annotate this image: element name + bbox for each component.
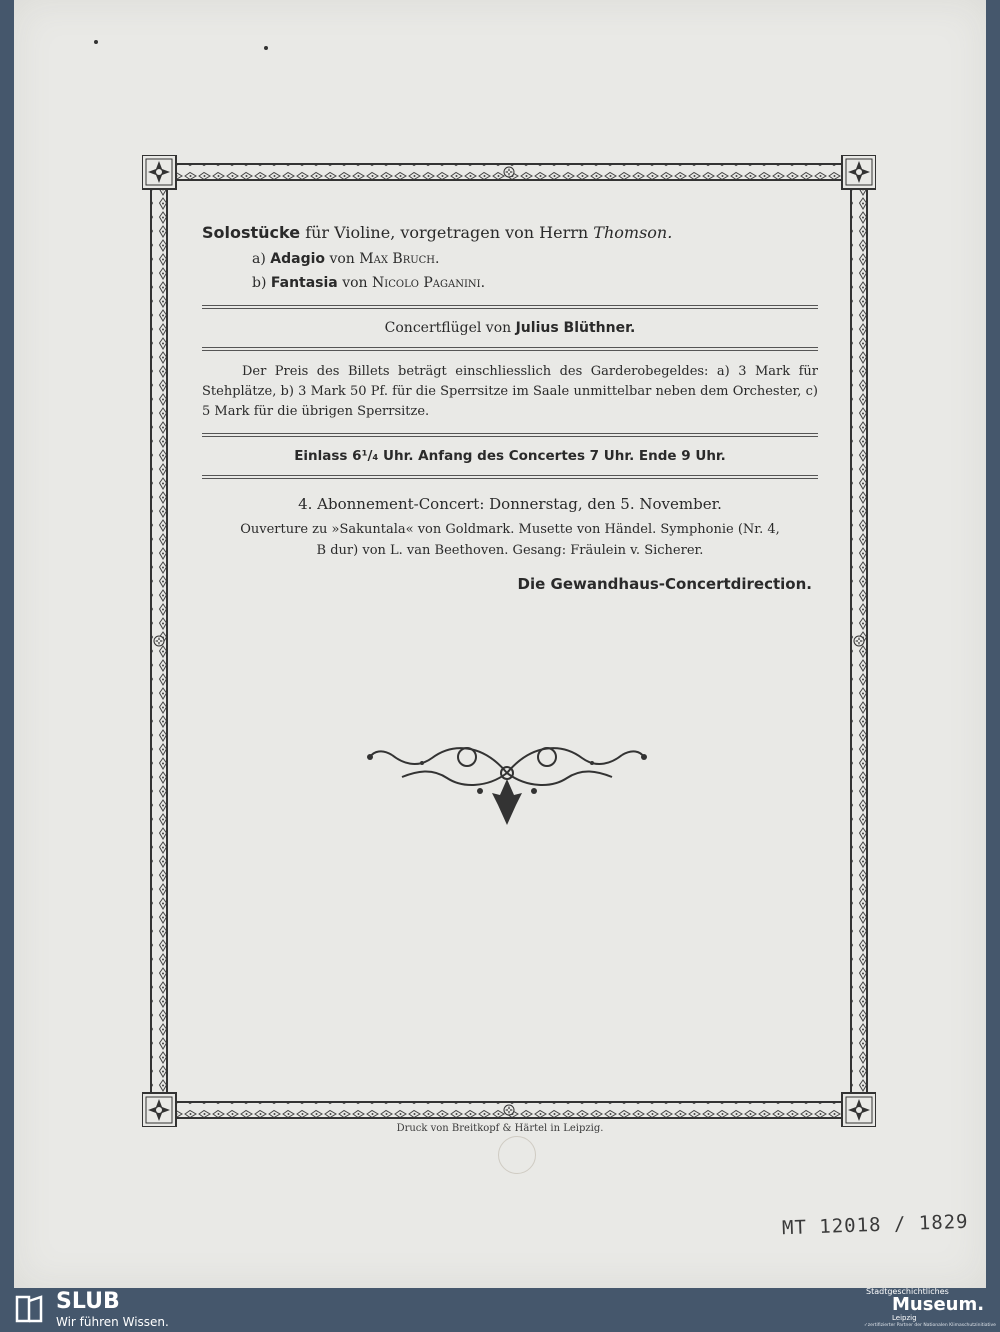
item-a-prefix: a) (252, 251, 271, 267)
item-b-prefix: b) (252, 275, 271, 291)
item-a-by: von (325, 251, 360, 267)
fluegel-maker: Julius Blüthner. (515, 320, 636, 336)
ticket-price-text: Der Preis des Billets beträgt einschliesslich des Garderobegeldes: a) 3 Mark für Stehplätze, b) 3 Mark 50 Pf. für die Sperrsitze im Saale unmittelbar neben dem Orchester, c) 5 Mark für die übrigen Sperrsitze. (202, 364, 818, 419)
ornament-icon (362, 733, 652, 833)
item-b-composer: Nicolo Paganini. (372, 275, 486, 291)
next-concert: 4. Abonnement-Concert: Donnerstag, den 5. November. (298, 495, 722, 513)
item-b-title: Fantasia (270, 275, 338, 291)
item-a-composer: Max Bruch. (359, 251, 440, 267)
fluegel-text: Concertflügel von (384, 320, 516, 336)
museum-label-small: Stadtgeschichtliches (866, 1287, 949, 1296)
solo-title: Solostücke (202, 223, 301, 242)
next-program-line2: B dur) von L. van Beethoven. Gesang: Fräulein v. Sicherer. (316, 543, 704, 558)
solo-text: für Violine, vorgetragen von Herrn (300, 223, 594, 242)
item-b-by: von (337, 275, 373, 291)
solo-heading (202, 223, 818, 242)
slub-name[interactable]: SLUB (56, 1289, 120, 1314)
ink-spot (94, 40, 98, 44)
ink-spot (264, 46, 268, 50)
museum-city: Leipzig (892, 1314, 917, 1322)
shelfmark: MT 12018 / 1829 (781, 1210, 969, 1240)
divider (202, 347, 818, 351)
admission-times: Einlass 6¹/₄ Uhr. Anfang des Concertes 7 Uhr. Ende 9 Uhr. (294, 448, 726, 464)
next-program-line1: Ouverture zu »Sakuntala« von Goldmark. Musette von Händel. Symphonie (Nr. 4, (240, 522, 780, 537)
printer-imprint: Druck von Breitkopf & Härtel in Leipzig. (396, 1123, 604, 1134)
divider (202, 475, 818, 479)
divider (202, 305, 818, 309)
museum-certificate: ✓zertifizierter Partner der Nationalen Klimaschutzinitiative (864, 1323, 996, 1328)
program-content (202, 223, 818, 593)
concert-piano-note (202, 320, 818, 336)
ornamental-frame (142, 155, 876, 1127)
slub-logo-icon[interactable] (14, 1293, 44, 1325)
concert-direction: Die Gewandhaus-Concertdirection. (517, 575, 812, 593)
solo-item-b (252, 272, 818, 294)
solo-item-a (252, 248, 818, 270)
slub-tagline: Wir führen Wissen. (56, 1315, 169, 1329)
embossed-stamp-icon (498, 1136, 536, 1174)
museum-logo[interactable]: Museum. (892, 1294, 985, 1315)
item-a-title: Adagio (270, 251, 326, 267)
divider (202, 433, 818, 437)
solo-performer: Thomson. (593, 223, 673, 242)
